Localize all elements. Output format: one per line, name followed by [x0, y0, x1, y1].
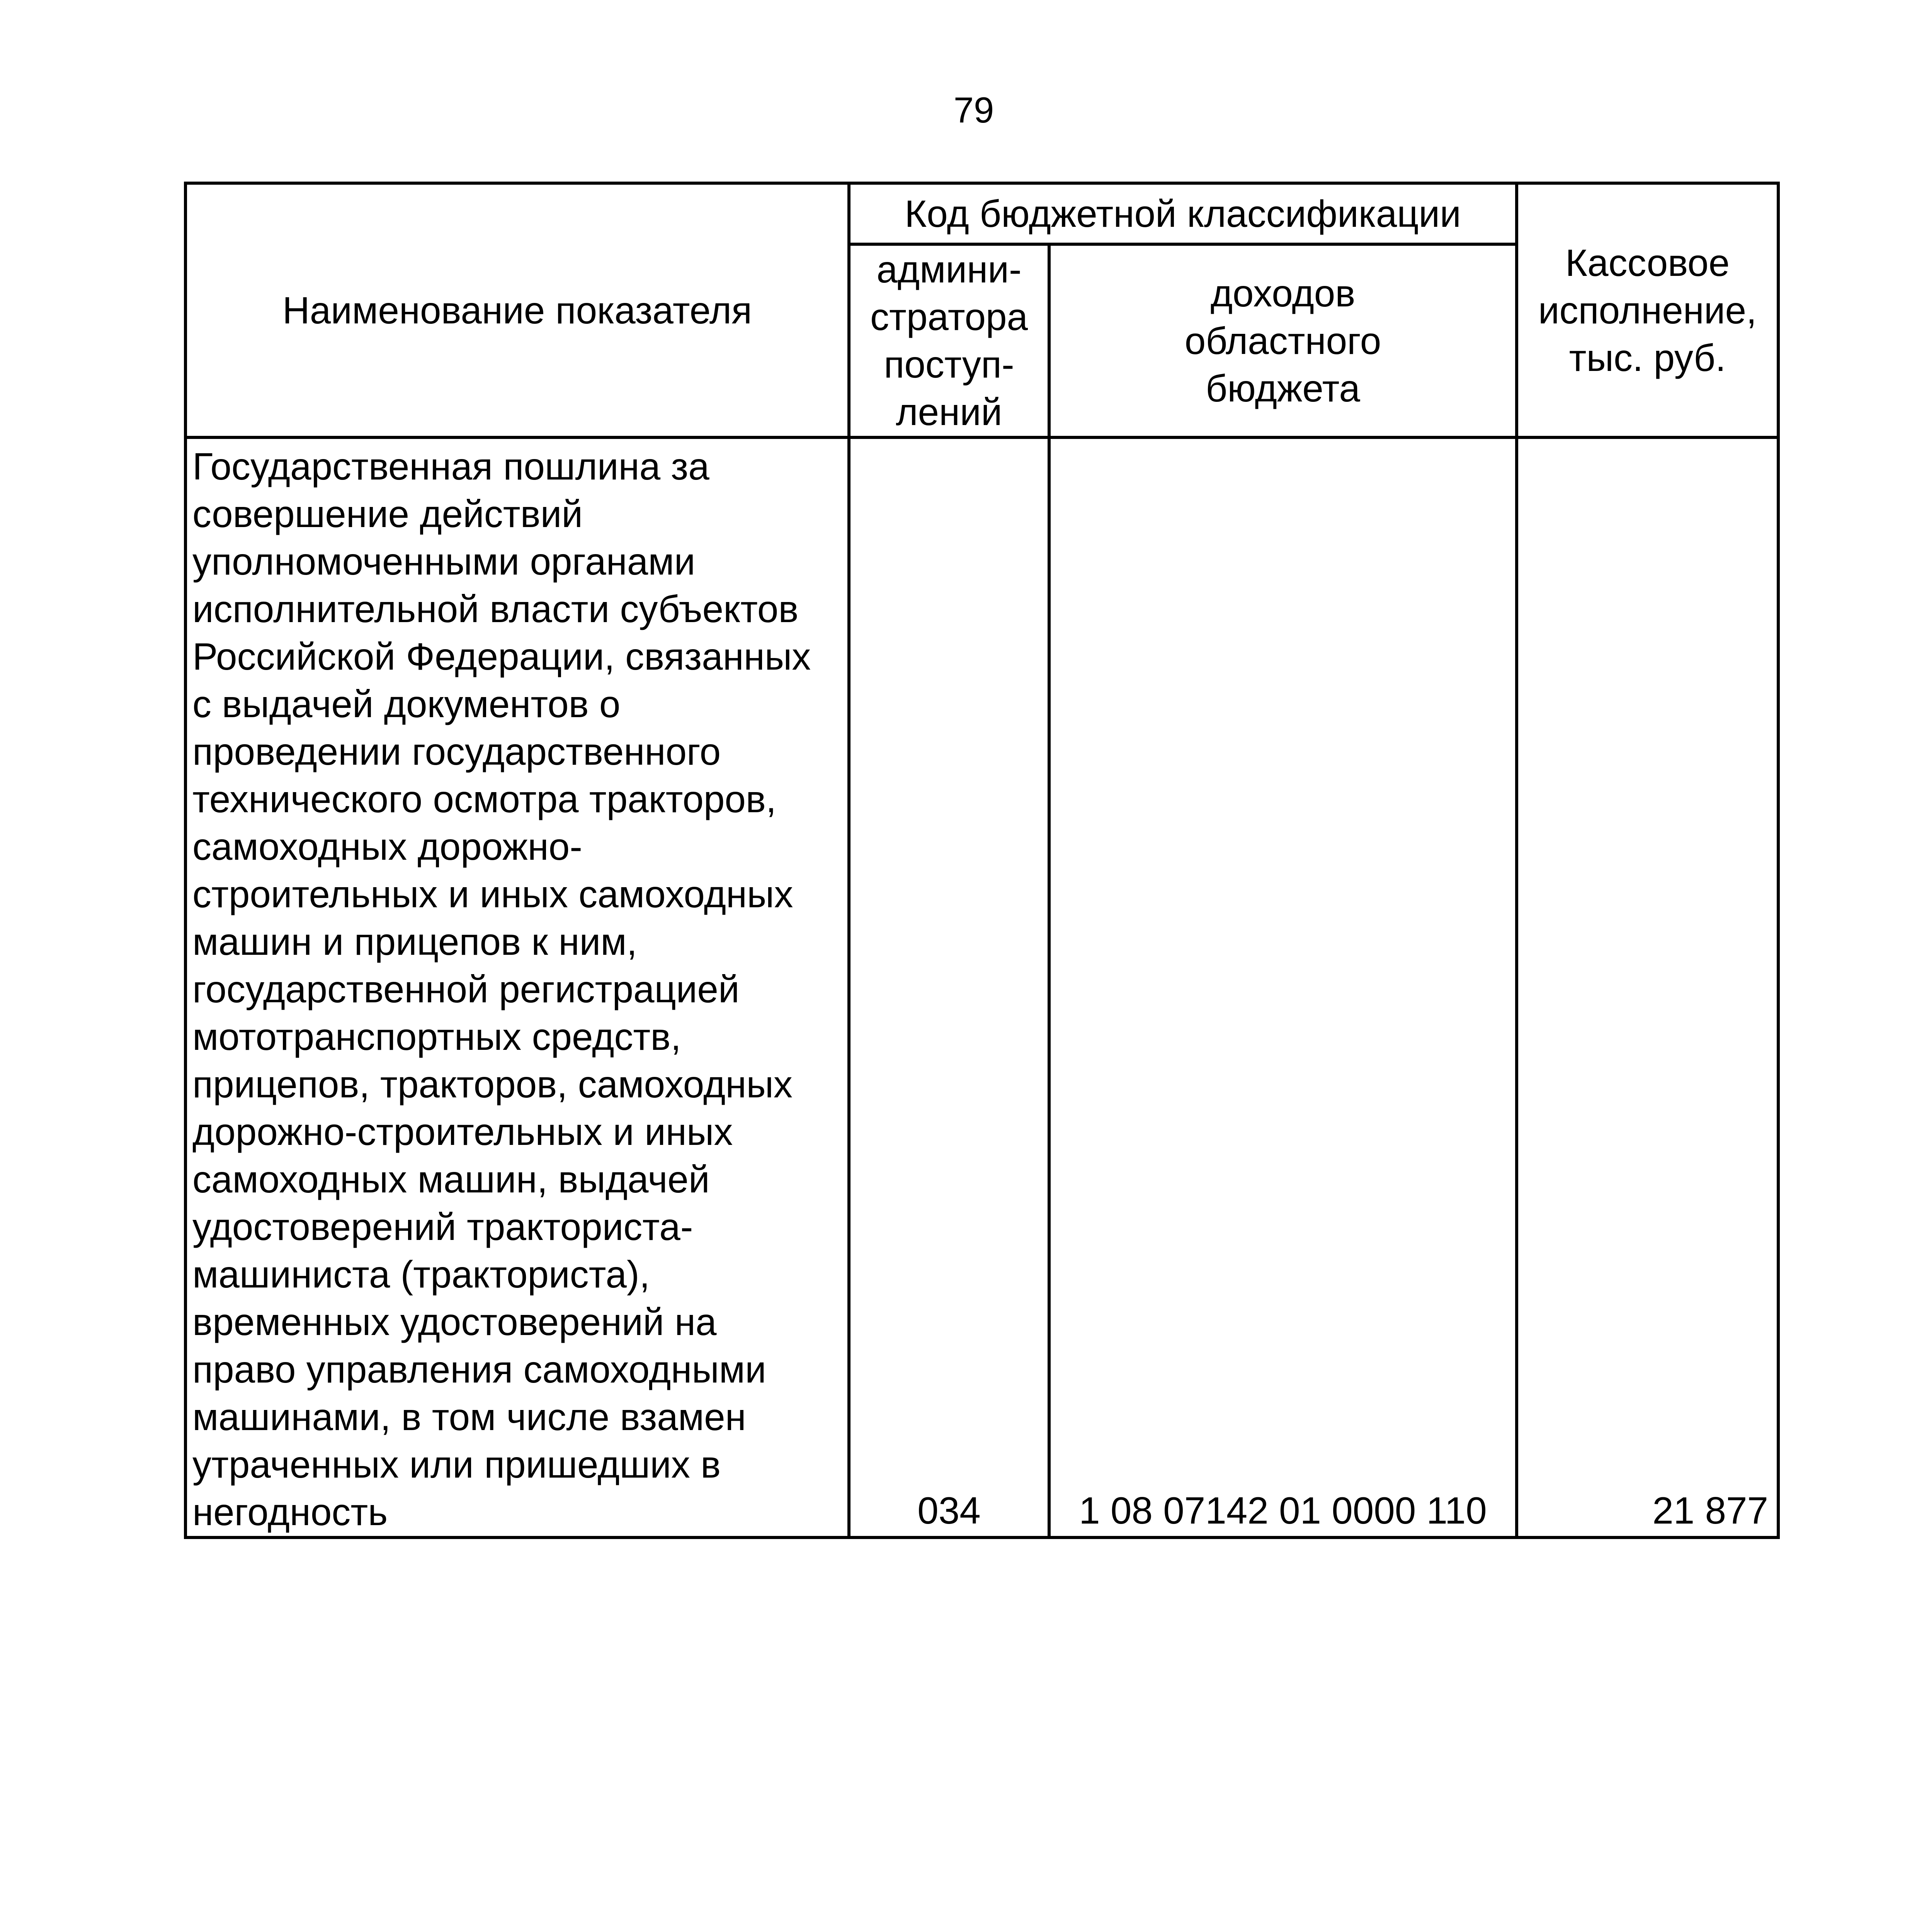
- indicator-name-line: Российской Федерации, связанных: [192, 635, 811, 678]
- header-cash-execution: [1517, 183, 1778, 437]
- indicator-name-line: с выдачей документов о: [192, 683, 621, 725]
- indicator-name-line: прицепов, тракторов, самоходных: [192, 1063, 793, 1105]
- indicator-name-line: машин и прицепов к ним,: [192, 920, 637, 963]
- indicator-name-line: временных удостоверений на: [192, 1301, 717, 1343]
- header-admin-line: поступ-: [884, 343, 1014, 386]
- indicator-name-line: негодность: [192, 1491, 388, 1533]
- header-income-line: бюджета: [1206, 367, 1360, 410]
- header-admin-line: стратора: [870, 296, 1028, 338]
- administrator-code-cell: 034: [849, 437, 1049, 1537]
- indicator-name-line: технического осмотра тракторов,: [192, 778, 777, 820]
- indicator-name-line: проведении государственного: [192, 730, 721, 773]
- header-admin-line: лений: [896, 391, 1002, 433]
- header-regional-budget-income: [1049, 244, 1517, 437]
- header-row-1: [185, 183, 1778, 244]
- indicator-name-line: исполнительной власти субъектов: [192, 588, 799, 630]
- indicator-name-line: удостоверений тракториста-: [192, 1206, 693, 1248]
- indicator-name-line: государственной регистрацией: [192, 968, 740, 1010]
- indicator-name-line: совершение действий: [192, 493, 583, 535]
- cash-execution-cell: 21 877: [1517, 437, 1778, 1537]
- indicator-name-line: строительных и иных самоходных: [192, 873, 793, 915]
- indicator-name-line: самоходных дорожно-: [192, 825, 582, 868]
- header-admin-line: админи-: [876, 248, 1022, 291]
- header-cash-line: исполнение,: [1538, 289, 1757, 332]
- table-row: [185, 437, 1778, 1537]
- budget-table: [184, 182, 1780, 1539]
- indicator-name-line: Государственная пошлина за: [192, 445, 709, 488]
- indicator-name-line: машиниста (тракториста),: [192, 1253, 650, 1296]
- header-budget-classification-code: Код бюджетной классификации: [849, 183, 1517, 244]
- indicator-name-line: утраченных или пришедших в: [192, 1443, 721, 1486]
- page-number: 79: [953, 90, 994, 130]
- indicator-name-line: самоходных машин, выдачей: [192, 1158, 710, 1201]
- indicator-name-line: право управления самоходными: [192, 1348, 766, 1391]
- indicator-name-cell: [185, 437, 849, 1537]
- header-indicator-name: Наименование показателя: [185, 183, 849, 437]
- header-cash-line: Кассовое: [1565, 241, 1730, 284]
- indicator-name-line: уполномоченными органами: [192, 540, 696, 583]
- income-code-cell: 1 08 07142 01 0000 110: [1049, 437, 1517, 1537]
- indicator-name-line: мототранспортных средств,: [192, 1015, 681, 1058]
- header-income-line: областного: [1184, 319, 1381, 362]
- header-income-line: доходов: [1210, 272, 1356, 315]
- header-revenue-administrator: [849, 244, 1049, 437]
- indicator-name-line: дорожно-строительных и иных: [192, 1111, 733, 1153]
- header-cash-line: тыс. руб.: [1569, 336, 1726, 379]
- indicator-name-line: машинами, в том числе взамен: [192, 1396, 746, 1438]
